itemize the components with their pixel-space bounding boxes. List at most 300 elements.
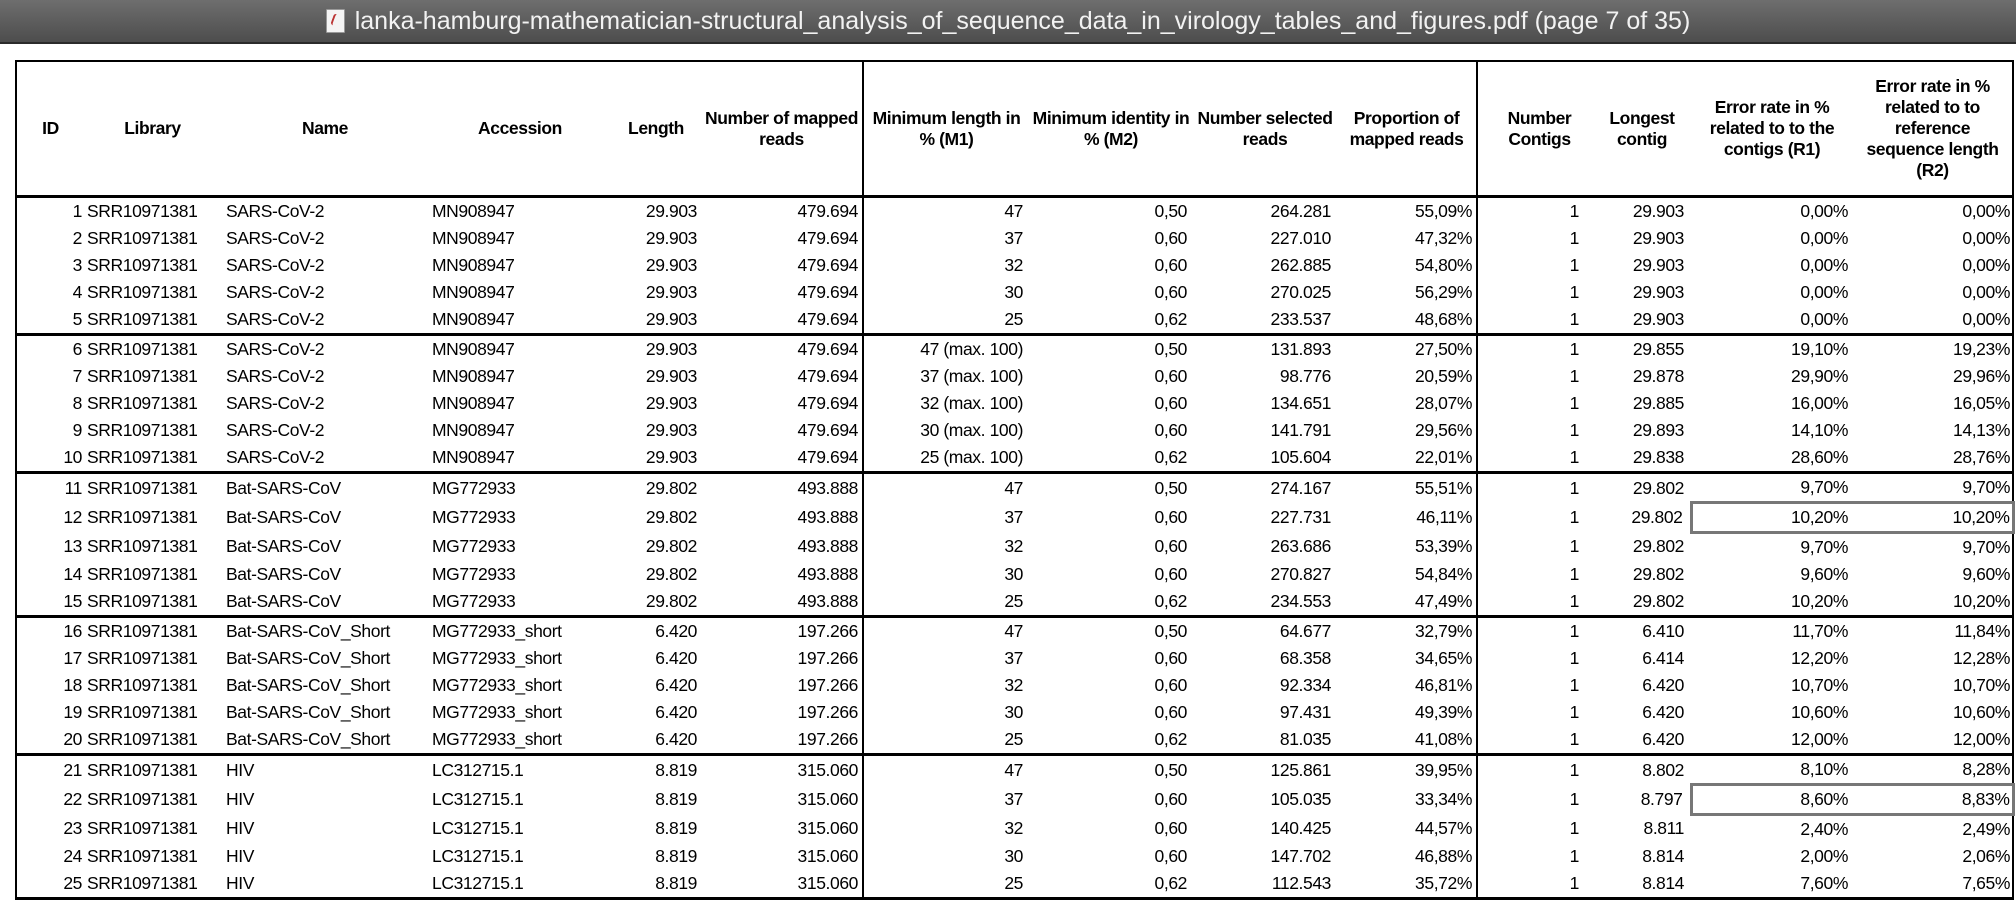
cell-longest-contig: 29.903 xyxy=(1632,309,1684,329)
cell-accession: MN908947 xyxy=(432,339,515,359)
header-longest-contig: Longest contig xyxy=(1609,107,1675,149)
cell-min-length-m1: 30 xyxy=(863,561,1029,588)
cell-min-length-m1: 25 (max. 100) xyxy=(863,444,1029,473)
cell-min-length-m1: 47 xyxy=(863,755,1029,785)
cell-id: 14 xyxy=(16,561,84,588)
cell-number-contigs: 1 xyxy=(1477,306,1601,335)
cell-min-length-m1: 47 xyxy=(863,197,1029,226)
cell-accession: MG772933 xyxy=(432,536,516,557)
cell-min-identity-m2: 0,60 xyxy=(1154,393,1187,413)
header-selected-reads: Number selected reads xyxy=(1197,107,1333,149)
cell-mapped-reads: 315.060 xyxy=(797,818,858,839)
cell-selected-reads: 131.893 xyxy=(1270,339,1331,359)
cell-mapped-reads: 479.694 xyxy=(797,447,858,467)
cell-length: 8.819 xyxy=(655,873,697,893)
cell-longest-contig: 29.802 xyxy=(1632,477,1684,498)
cell-mapped-reads: 315.060 xyxy=(797,873,858,893)
table-header-row xyxy=(16,61,2013,197)
cell-proportion-mapped: 46,88% xyxy=(1415,846,1472,866)
cell-error-rate-r2: 29,96% xyxy=(1853,363,2013,390)
cell-number-contigs: 1 xyxy=(1477,672,1601,699)
cell-library: SRR10971381 xyxy=(87,255,198,275)
cell-proportion-mapped: 32,79% xyxy=(1415,621,1472,641)
cell-error-rate-r2: 9,70% xyxy=(1853,533,2013,562)
cell-id: 15 xyxy=(16,588,84,617)
table-row xyxy=(16,672,2013,699)
cell-longest-contig: 29.802 xyxy=(1631,507,1683,527)
cell-selected-reads: 147.702 xyxy=(1270,846,1331,866)
cell-mapped-reads: 493.888 xyxy=(797,507,858,527)
cell-id: 21 xyxy=(16,755,84,785)
cell-longest-contig: 29.802 xyxy=(1632,564,1684,584)
cell-min-identity-m2: 0,60 xyxy=(1154,789,1187,809)
cell-longest-contig: 29.802 xyxy=(1632,536,1684,557)
cell-length: 29.903 xyxy=(645,393,697,413)
cell-accession: MG772933 xyxy=(432,507,516,527)
cell-mapped-reads: 479.694 xyxy=(797,201,858,221)
cell-id: 19 xyxy=(16,699,84,726)
cell-library: SRR10971381 xyxy=(87,759,198,780)
cell-id: 20 xyxy=(16,726,84,755)
cell-error-rate-r2: 0,00% xyxy=(1853,197,2013,226)
cell-name: Bat-SARS-CoV xyxy=(226,507,341,527)
cell-longest-contig: 6.420 xyxy=(1642,729,1684,749)
cell-error-rate-r1: 7,60% xyxy=(1800,873,1848,893)
cell-min-length-m1: 37 xyxy=(863,785,1029,815)
cell-mapped-reads: 479.694 xyxy=(797,420,858,440)
cell-selected-reads: 270.827 xyxy=(1270,564,1331,584)
cell-name: SARS-CoV-2 xyxy=(226,309,325,329)
cell-min-identity-m2: 0,62 xyxy=(1154,309,1187,329)
cell-min-identity-m2: 0,50 xyxy=(1154,339,1187,359)
cell-error-rate-r2: 2,49% xyxy=(1853,815,2013,844)
cell-proportion-mapped: 34,65% xyxy=(1415,648,1472,668)
cell-id: 25 xyxy=(16,870,84,899)
cell-error-rate-r1: 0,00% xyxy=(1800,201,1848,221)
cell-selected-reads: 234.553 xyxy=(1270,591,1331,611)
cell-library: SRR10971381 xyxy=(87,366,198,386)
table-row xyxy=(16,785,2013,815)
cell-id: 1 xyxy=(16,197,84,226)
cell-longest-contig: 6.420 xyxy=(1642,702,1684,722)
cell-error-rate-r2: 0,00% xyxy=(1853,279,2013,306)
cell-min-identity-m2: 0,62 xyxy=(1154,873,1187,893)
cell-longest-contig: 29.893 xyxy=(1632,420,1684,440)
cell-number-contigs: 1 xyxy=(1477,561,1601,588)
cell-mapped-reads: 197.266 xyxy=(797,648,858,668)
cell-id: 3 xyxy=(16,252,84,279)
cell-library: SRR10971381 xyxy=(87,675,198,695)
cell-proportion-mapped: 20,59% xyxy=(1415,366,1472,386)
cell-number-contigs: 1 xyxy=(1477,785,1601,815)
cell-min-identity-m2: 0,50 xyxy=(1154,477,1187,498)
cell-longest-contig: 29.802 xyxy=(1632,591,1684,611)
cell-id: 23 xyxy=(16,815,84,844)
cell-selected-reads: 105.035 xyxy=(1270,789,1331,809)
cell-min-length-m1: 47 xyxy=(863,617,1029,646)
cell-name: HIV xyxy=(226,846,254,866)
cell-name: HIV xyxy=(226,873,254,893)
cell-longest-contig: 6.414 xyxy=(1642,648,1684,668)
cell-id: 4 xyxy=(16,279,84,306)
table-row xyxy=(16,197,2013,226)
cell-number-contigs: 1 xyxy=(1477,473,1601,503)
cell-longest-contig: 29.903 xyxy=(1632,282,1684,302)
cell-error-rate-r2: 10,20% xyxy=(1853,588,2013,617)
cell-selected-reads: 141.791 xyxy=(1270,420,1331,440)
cell-accession: MN908947 xyxy=(432,255,515,275)
cell-length: 6.420 xyxy=(655,648,697,668)
cell-min-identity-m2: 0,60 xyxy=(1154,702,1187,722)
cell-error-rate-r1: 0,00% xyxy=(1800,282,1848,302)
cell-min-length-m1: 25 xyxy=(863,588,1029,617)
window-title-bar[interactable] xyxy=(0,0,2016,44)
cell-number-contigs: 1 xyxy=(1477,699,1601,726)
cell-error-rate-r1: 10,20% xyxy=(1791,591,1848,611)
cell-mapped-reads: 197.266 xyxy=(797,621,858,641)
cell-library: SRR10971381 xyxy=(87,702,198,722)
cell-accession: LC312715.1 xyxy=(432,846,524,866)
cell-mapped-reads: 479.694 xyxy=(797,255,858,275)
cell-selected-reads: 134.651 xyxy=(1270,393,1331,413)
cell-min-identity-m2: 0,60 xyxy=(1154,507,1187,527)
cell-id: 9 xyxy=(16,417,84,444)
cell-mapped-reads: 493.888 xyxy=(797,477,858,498)
cell-name: Bat-SARS-CoV xyxy=(226,564,341,584)
cell-number-contigs: 1 xyxy=(1477,870,1601,899)
cell-length: 29.903 xyxy=(645,255,697,275)
cell-min-identity-m2: 0,60 xyxy=(1154,818,1187,839)
cell-length: 29.903 xyxy=(645,228,697,248)
cell-selected-reads: 264.281 xyxy=(1270,201,1331,221)
cell-length: 29.802 xyxy=(645,564,697,584)
cell-min-length-m1: 32 xyxy=(863,815,1029,844)
cell-proportion-mapped: 55,51% xyxy=(1415,477,1472,498)
cell-min-identity-m2: 0,60 xyxy=(1154,255,1187,275)
cell-longest-contig: 29.838 xyxy=(1632,447,1684,467)
cell-name: Bat-SARS-CoV xyxy=(226,591,341,611)
cell-accession: MN908947 xyxy=(432,447,515,467)
cell-error-rate-r1: 2,00% xyxy=(1800,846,1848,866)
cell-selected-reads: 227.010 xyxy=(1270,228,1331,248)
cell-number-contigs: 1 xyxy=(1477,335,1601,364)
cell-longest-contig: 8.797 xyxy=(1640,789,1683,809)
cell-length: 29.903 xyxy=(645,309,697,329)
cell-error-rate-r2: 8,28% xyxy=(1853,755,2013,785)
table-row xyxy=(16,279,2013,306)
cell-longest-contig: 8.814 xyxy=(1642,873,1684,893)
cell-accession: LC312715.1 xyxy=(432,789,524,809)
cell-error-rate-r1: 10,60% xyxy=(1791,702,1848,722)
cell-selected-reads: 68.358 xyxy=(1279,648,1331,668)
cell-accession: MN908947 xyxy=(432,228,515,248)
cell-error-rate-r2: 9,70% xyxy=(1853,473,2013,503)
header-error-rate-r2: Error rate in % related to to reference sequence length (R2) xyxy=(1853,61,2013,197)
cell-error-rate-r1: 12,20% xyxy=(1791,648,1848,668)
cell-library: SRR10971381 xyxy=(87,447,198,467)
cell-library: SRR10971381 xyxy=(87,339,198,359)
cell-mapped-reads: 479.694 xyxy=(797,228,858,248)
cell-min-identity-m2: 0,60 xyxy=(1154,536,1187,557)
cell-library: SRR10971381 xyxy=(87,789,198,809)
cell-error-rate-r1: 10,70% xyxy=(1791,675,1848,695)
cell-id: 2 xyxy=(16,225,84,252)
cell-length: 29.802 xyxy=(645,477,697,498)
cell-length: 6.420 xyxy=(655,729,697,749)
cell-selected-reads: 98.776 xyxy=(1279,366,1331,386)
cell-min-identity-m2: 0,60 xyxy=(1154,420,1187,440)
cell-mapped-reads: 315.060 xyxy=(797,789,858,809)
header-id: ID xyxy=(16,61,84,197)
header-min-identity-m2: Minimum identity in % (M2) xyxy=(1032,107,1190,149)
cell-min-identity-m2: 0,60 xyxy=(1154,564,1187,584)
cell-error-rate-r1: 8,10% xyxy=(1800,759,1848,779)
cell-mapped-reads: 197.266 xyxy=(797,675,858,695)
cell-min-length-m1: 37 (max. 100) xyxy=(863,363,1029,390)
cell-library: SRR10971381 xyxy=(87,536,198,557)
cell-min-identity-m2: 0,60 xyxy=(1154,675,1187,695)
cell-id: 22 xyxy=(16,785,84,815)
cell-min-length-m1: 37 xyxy=(863,225,1029,252)
cell-min-length-m1: 32 (max. 100) xyxy=(863,390,1029,417)
cell-length: 29.903 xyxy=(645,201,697,221)
cell-name: SARS-CoV-2 xyxy=(226,393,325,413)
cell-library: SRR10971381 xyxy=(87,873,198,893)
cell-selected-reads: 92.334 xyxy=(1279,675,1331,695)
cell-number-contigs: 1 xyxy=(1477,363,1601,390)
cell-error-rate-r2: 0,00% xyxy=(1853,306,2013,335)
cell-number-contigs: 1 xyxy=(1477,252,1601,279)
cell-min-length-m1: 25 xyxy=(863,870,1029,899)
cell-longest-contig: 29.855 xyxy=(1632,339,1684,359)
cell-name: SARS-CoV-2 xyxy=(226,255,325,275)
cell-proportion-mapped: 35,72% xyxy=(1415,873,1472,893)
cell-error-rate-r2: 0,00% xyxy=(1853,252,2013,279)
cell-library: SRR10971381 xyxy=(87,201,198,221)
cell-proportion-mapped: 55,09% xyxy=(1415,201,1472,221)
cell-number-contigs: 1 xyxy=(1477,726,1601,755)
header-min-length-m1: Minimum length in % (M1) xyxy=(863,61,1029,197)
header-library: Library xyxy=(124,118,181,138)
cell-number-contigs: 1 xyxy=(1477,503,1601,533)
cell-name: Bat-SARS-CoV_Short xyxy=(226,675,390,695)
cell-min-identity-m2: 0,62 xyxy=(1154,729,1187,749)
cell-name: Bat-SARS-CoV_Short xyxy=(226,702,390,722)
cell-id: 18 xyxy=(16,672,84,699)
cell-name: HIV xyxy=(226,818,254,839)
cell-name: Bat-SARS-CoV_Short xyxy=(226,729,390,749)
cell-length: 29.903 xyxy=(645,282,697,302)
cell-number-contigs: 1 xyxy=(1477,815,1601,844)
cell-proportion-mapped: 56,29% xyxy=(1415,282,1472,302)
cell-library: SRR10971381 xyxy=(87,477,198,498)
cell-length: 6.420 xyxy=(655,675,697,695)
cell-library: SRR10971381 xyxy=(87,393,198,413)
table-row xyxy=(16,870,2013,899)
cell-library: SRR10971381 xyxy=(87,729,198,749)
cell-selected-reads: 270.025 xyxy=(1270,282,1331,302)
cell-number-contigs: 1 xyxy=(1477,617,1601,646)
table-row xyxy=(16,726,2013,755)
cell-selected-reads: 274.167 xyxy=(1270,477,1331,498)
cell-proportion-mapped: 49,39% xyxy=(1415,702,1472,722)
pdf-file-icon xyxy=(326,9,345,33)
cell-error-rate-r1: 14,10% xyxy=(1791,420,1848,440)
table-row xyxy=(16,533,2013,562)
cell-proportion-mapped: 39,95% xyxy=(1415,759,1472,780)
table-row xyxy=(16,815,2013,844)
cell-accession: MN908947 xyxy=(432,282,515,302)
cell-library: SRR10971381 xyxy=(87,507,198,527)
cell-selected-reads: 227.731 xyxy=(1270,507,1331,527)
cell-error-rate-r2: 7,65% xyxy=(1853,870,2013,899)
cell-library: SRR10971381 xyxy=(87,420,198,440)
table-row xyxy=(16,225,2013,252)
cell-length: 8.819 xyxy=(655,759,697,780)
cell-id: 10 xyxy=(16,444,84,473)
cell-mapped-reads: 493.888 xyxy=(797,564,858,584)
cell-number-contigs: 1 xyxy=(1477,225,1601,252)
cell-min-length-m1: 47 xyxy=(863,473,1029,503)
cell-name: SARS-CoV-2 xyxy=(226,420,325,440)
header-name: Name xyxy=(301,118,349,138)
cell-longest-contig: 29.878 xyxy=(1632,366,1684,386)
table-row xyxy=(16,417,2013,444)
header-error-rate-r1: Error rate in % related to to the contigs (R1) xyxy=(1709,97,1835,159)
cell-longest-contig: 29.903 xyxy=(1632,201,1684,221)
cell-library: SRR10971381 xyxy=(87,228,198,248)
cell-id: 7 xyxy=(16,363,84,390)
cell-mapped-reads: 493.888 xyxy=(797,536,858,557)
cell-name: Bat-SARS-CoV_Short xyxy=(226,648,390,668)
cell-longest-contig: 8.811 xyxy=(1643,818,1684,839)
cell-id: 16 xyxy=(16,617,84,646)
cell-selected-reads: 233.537 xyxy=(1270,309,1331,329)
cell-selected-reads: 97.431 xyxy=(1279,702,1331,722)
cell-name: HIV xyxy=(226,759,254,780)
cell-library: SRR10971381 xyxy=(87,621,198,641)
cell-library: SRR10971381 xyxy=(87,846,198,866)
cell-proportion-mapped: 48,68% xyxy=(1415,309,1472,329)
cell-min-identity-m2: 0,60 xyxy=(1154,366,1187,386)
cell-error-rate-r1: 0,00% xyxy=(1800,309,1848,329)
cell-mapped-reads: 197.266 xyxy=(797,702,858,722)
cell-min-identity-m2: 0,60 xyxy=(1154,648,1187,668)
cell-selected-reads: 105.604 xyxy=(1270,447,1331,467)
cell-longest-contig: 29.903 xyxy=(1632,228,1684,248)
cell-longest-contig: 8.814 xyxy=(1642,846,1684,866)
cell-proportion-mapped: 41,08% xyxy=(1415,729,1472,749)
cell-name: Bat-SARS-CoV_Short xyxy=(226,621,390,641)
cell-number-contigs: 1 xyxy=(1477,588,1601,617)
cell-accession: LC312715.1 xyxy=(432,818,524,839)
cell-proportion-mapped: 53,39% xyxy=(1415,536,1472,557)
table-row xyxy=(16,561,2013,588)
cell-length: 29.903 xyxy=(645,366,697,386)
cell-error-rate-r2: 12,00% xyxy=(1853,726,2013,755)
table-row xyxy=(16,645,2013,672)
cell-name: SARS-CoV-2 xyxy=(226,228,325,248)
cell-error-rate-r1: 29,90% xyxy=(1791,366,1848,386)
cell-library: SRR10971381 xyxy=(87,282,198,302)
cell-number-contigs: 1 xyxy=(1477,843,1601,870)
cell-length: 29.903 xyxy=(645,339,697,359)
cell-id: 12 xyxy=(16,503,84,533)
cell-error-rate-r2: 10,20% xyxy=(1853,503,2013,533)
table-row xyxy=(16,335,2013,364)
cell-id: 24 xyxy=(16,843,84,870)
table-row xyxy=(16,617,2013,646)
cell-length: 29.802 xyxy=(645,591,697,611)
cell-number-contigs: 1 xyxy=(1477,390,1601,417)
cell-length: 8.819 xyxy=(655,818,697,839)
cell-min-length-m1: 37 xyxy=(863,503,1029,533)
cell-min-length-m1: 37 xyxy=(863,645,1029,672)
cell-library: SRR10971381 xyxy=(87,591,198,611)
cell-proportion-mapped: 46,11% xyxy=(1416,507,1472,527)
cell-accession: MN908947 xyxy=(432,201,515,221)
cell-mapped-reads: 315.060 xyxy=(797,846,858,866)
cell-error-rate-r1: 8,60% xyxy=(1691,785,1853,815)
cell-min-length-m1: 32 xyxy=(863,533,1029,562)
cell-name: SARS-CoV-2 xyxy=(226,447,325,467)
cell-id: 8 xyxy=(16,390,84,417)
cell-length: 29.903 xyxy=(645,420,697,440)
cell-error-rate-r2: 14,13% xyxy=(1853,417,2013,444)
cell-longest-contig: 6.420 xyxy=(1642,675,1684,695)
cell-error-rate-r1: 16,00% xyxy=(1791,393,1848,413)
cell-selected-reads: 81.035 xyxy=(1279,729,1331,749)
table-row xyxy=(16,843,2013,870)
cell-error-rate-r2: 0,00% xyxy=(1853,225,2013,252)
cell-name: SARS-CoV-2 xyxy=(226,366,325,386)
cell-mapped-reads: 315.060 xyxy=(797,759,858,780)
cell-number-contigs: 1 xyxy=(1477,755,1601,785)
cell-error-rate-r1: 12,00% xyxy=(1791,729,1848,749)
cell-min-length-m1: 32 xyxy=(863,672,1029,699)
cell-name: Bat-SARS-CoV xyxy=(226,477,341,498)
cell-mapped-reads: 479.694 xyxy=(797,339,858,359)
cell-name: SARS-CoV-2 xyxy=(226,339,325,359)
cell-error-rate-r2: 11,84% xyxy=(1853,617,2013,646)
cell-length: 8.819 xyxy=(655,846,697,866)
cell-id: 17 xyxy=(16,645,84,672)
header-mapped-reads: Number of mapped reads xyxy=(704,107,859,149)
cell-length: 29.802 xyxy=(645,507,697,527)
results-table xyxy=(15,60,2015,900)
cell-length: 6.420 xyxy=(655,702,697,722)
cell-number-contigs: 1 xyxy=(1477,197,1601,226)
cell-number-contigs: 1 xyxy=(1477,444,1601,473)
cell-accession: MG772933_short xyxy=(432,702,562,722)
header-proportion-mapped: Proportion of mapped reads xyxy=(1349,107,1464,149)
cell-mapped-reads: 493.888 xyxy=(797,591,858,611)
cell-error-rate-r1: 10,20% xyxy=(1691,503,1853,533)
cell-number-contigs: 1 xyxy=(1477,279,1601,306)
cell-length: 29.802 xyxy=(645,536,697,557)
table-row xyxy=(16,390,2013,417)
cell-error-rate-r2: 2,06% xyxy=(1853,843,2013,870)
cell-error-rate-r2: 19,23% xyxy=(1853,335,2013,364)
table-row xyxy=(16,503,2013,533)
cell-proportion-mapped: 44,57% xyxy=(1415,818,1472,839)
table-row xyxy=(16,363,2013,390)
cell-id: 11 xyxy=(16,473,84,503)
cell-accession: MG772933_short xyxy=(432,648,562,668)
cell-library: SRR10971381 xyxy=(87,309,198,329)
cell-error-rate-r1: 0,00% xyxy=(1800,228,1848,248)
cell-id: 6 xyxy=(16,335,84,364)
